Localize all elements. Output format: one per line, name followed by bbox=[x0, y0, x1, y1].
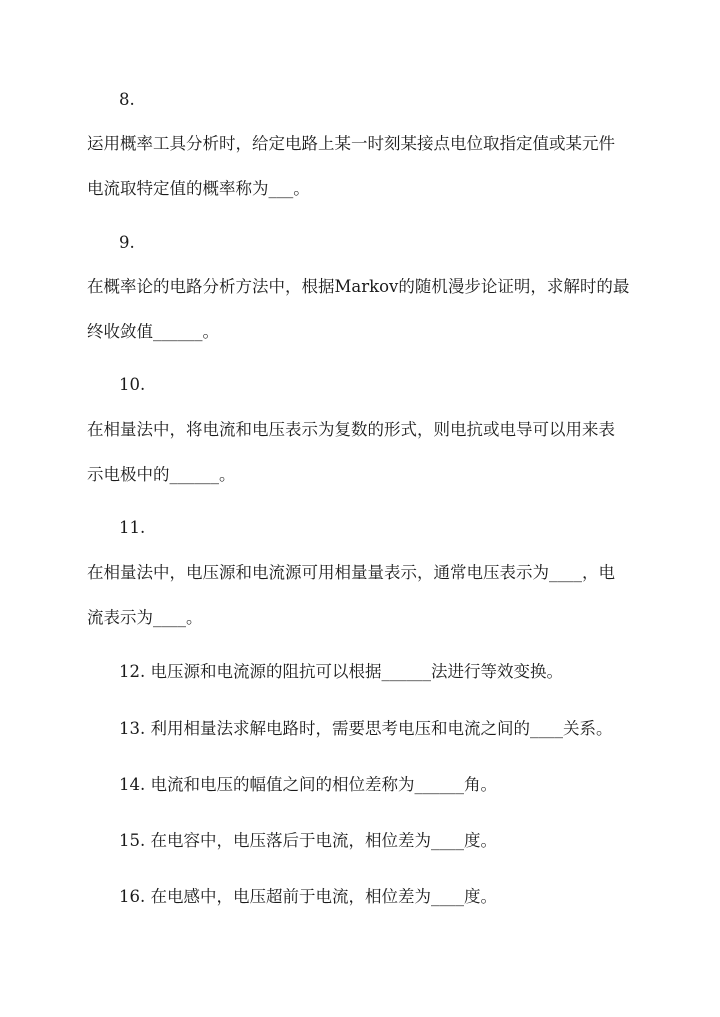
question-10-number: 10. bbox=[119, 375, 146, 394]
question-8-text-line-1: 运用概率工具分析时，给定电路上某一时刻某接点电位取指定值或某元件 bbox=[87, 134, 615, 153]
question-8-number: 8. bbox=[119, 90, 135, 109]
question-8-text-line-2: 电流取特定值的概率称为___。 bbox=[87, 179, 310, 198]
question-12: 12. 电压源和电流源的阻抗可以根据______法进行等效变换。 bbox=[119, 662, 563, 681]
question-13: 13. 利用相量法求解电路时，需要思考电压和电流之间的____关系。 bbox=[119, 719, 613, 738]
question-11-number: 11. bbox=[119, 518, 146, 537]
question-10-text-line-1: 在相量法中，将电流和电压表示为复数的形式，则电抗或电导可以用来表 bbox=[87, 420, 615, 439]
question-9-text-line-1: 在概率论的电路分析方法中，根据Markov的随机漫步论证明，求解时的最 bbox=[87, 277, 630, 296]
question-15: 15. 在电容中，电压落后于电流，相位差为____度。 bbox=[119, 831, 497, 850]
question-10-text-line-2: 示电极中的______。 bbox=[87, 465, 236, 484]
question-11-text-line-2: 流表示为____。 bbox=[87, 608, 203, 627]
question-9-number: 9. bbox=[119, 233, 135, 252]
question-14: 14. 电流和电压的幅值之间的相位差称为______角。 bbox=[119, 775, 497, 794]
question-9-text-line-2: 终收敛值______。 bbox=[87, 322, 219, 341]
question-16: 16. 在电感中，电压超前于电流，相位差为____度。 bbox=[119, 887, 497, 906]
question-11-text-line-1: 在相量法中，电压源和电流源可用相量量表示，通常电压表示为____，电 bbox=[87, 563, 615, 582]
